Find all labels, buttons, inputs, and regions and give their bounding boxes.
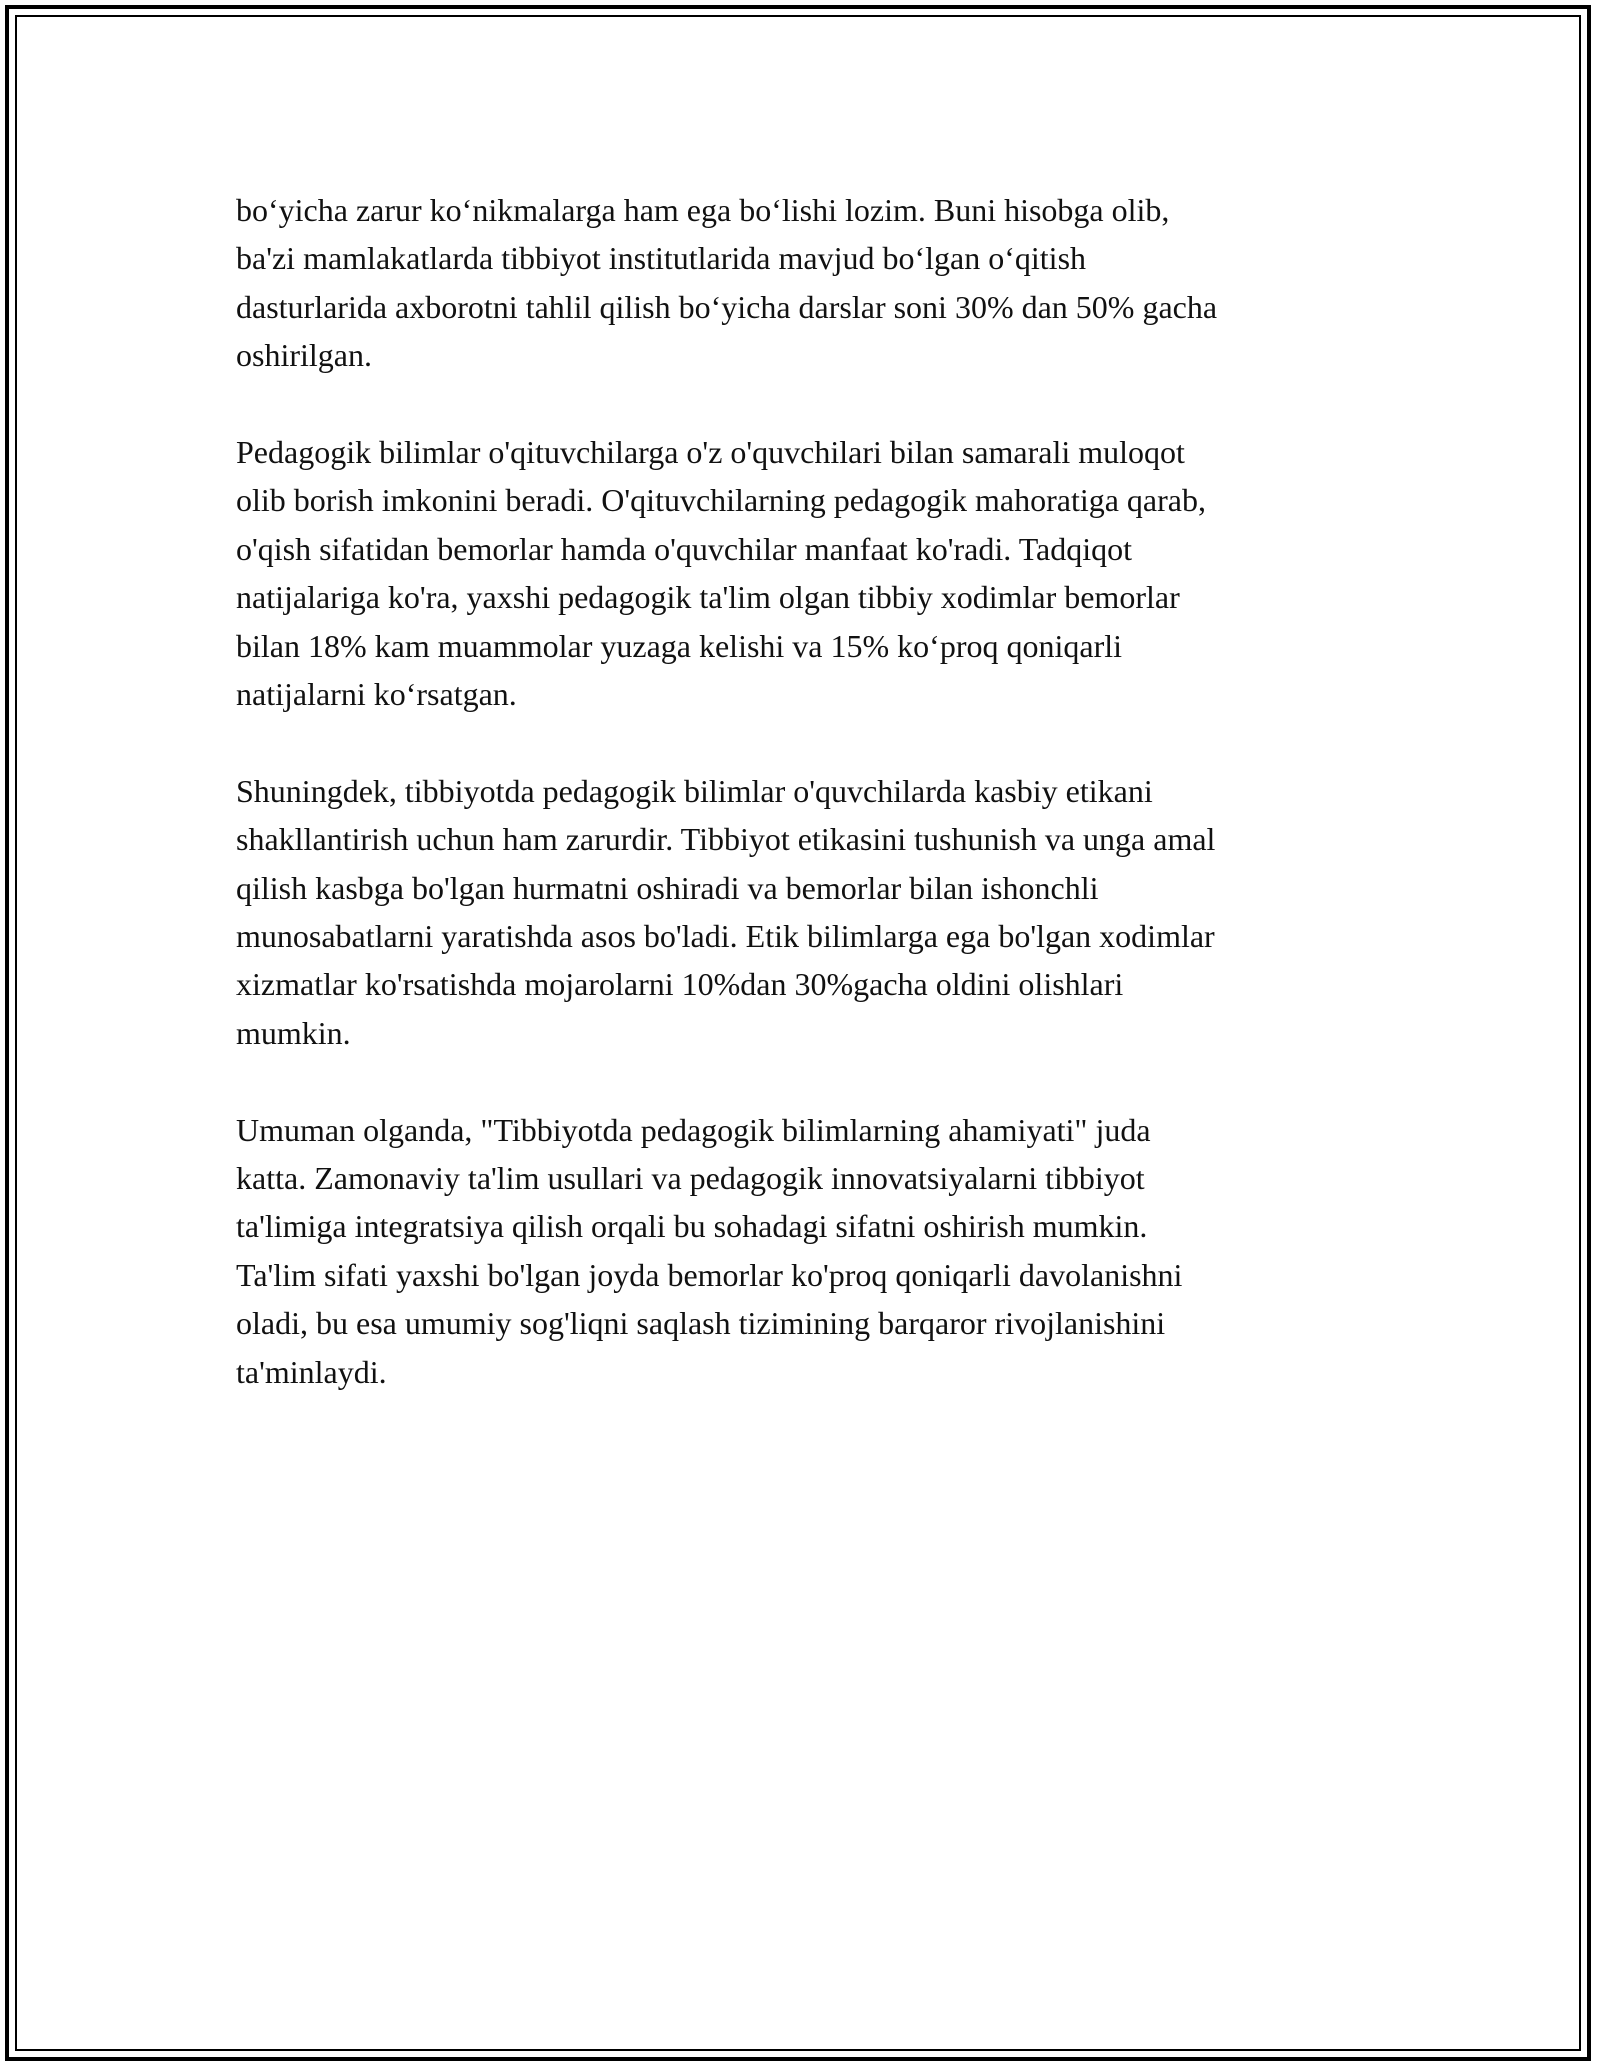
text-line: Pedagogik bilimlar o'qituvchilarga o'z o'quvchilari bilan samarali muloqot (236, 434, 1185, 471)
text-line: katta. Zamonaviy ta'lim usullari va pedagogik innovatsiyalarni tibbiyot (236, 1160, 1145, 1197)
text-line: Shuningdek, tibbiyotda pedagogik bilimlar o'quvchilarda kasbiy etikani (236, 772, 1153, 809)
document-body (236, 186, 1396, 1445)
text-line: mumkin. (236, 1014, 351, 1051)
text-line: Umuman olganda, "Tibbiyotda pedagogik bilimlarning ahamiyati" juda (236, 1111, 1151, 1148)
text-line: oladi, bu esa umumiy sog'liqni saqlash tizimining barqaror rivojlanishini (236, 1305, 1166, 1342)
text-line: natijalariga ko'ra, yaxshi pedagogik ta'lim olgan tibbiy xodimlar bemorlar (236, 579, 1180, 616)
text-line: munosabatlarni yaratishda asos bo'ladi. Etik bilimlarga ega bo'lgan xodimlar (236, 918, 1215, 955)
text-line: qilish kasbga bo'lgan hurmatni oshiradi va bemorlar bilan ishonchli (236, 869, 1099, 906)
paragraph-2 (236, 428, 1396, 718)
paragraph-3 (236, 767, 1396, 1057)
text-line: xizmatlar ko'rsatishda mojarolarni 10%dan 30%gacha oldini olishlari (236, 966, 1124, 1003)
text-line: natijalarni ko‘rsatgan. (236, 676, 517, 713)
paragraph-4 (236, 1106, 1396, 1396)
text-line: shakllantirish uchun ham zarurdir. Tibbiyot etikasini tushunish va unga amal (236, 821, 1216, 858)
text-line: bo‘yicha zarur ko‘nikmalarga ham ega bo‘lishi lozim. Buni hisobga olib, (236, 192, 1170, 228)
text-line: oshirilgan. (236, 337, 372, 374)
text-line: ta'limiga integratsiya qilish orqali bu sohadagi sifatni oshirish mumkin. (236, 1208, 1148, 1245)
text-line: ta'minlaydi. (236, 1353, 387, 1390)
text-line: o'qish sifatidan bemorlar hamda o'quvchilar manfaat ko'radi. Tadqiqot (236, 530, 1132, 567)
paragraph-1 (236, 186, 1396, 380)
text-line: Ta'lim sifati yaxshi bo'lgan joyda bemorlar ko'proq qoniqarli davolanishni (236, 1256, 1183, 1293)
text-line: bilan 18% kam muammolar yuzaga kelishi va 15% ko‘proq qoniqarli (236, 627, 1122, 664)
text-line: olib borish imkonini beradi. O'qituvchilarning pedagogik mahoratiga qarab, (236, 482, 1206, 519)
text-line: ba'zi mamlakatlarda tibbiyot institutlarida mavjud bo‘lgan o‘qitish (236, 240, 1087, 277)
text-line: dasturlarida axborotni tahlil qilish bo‘yicha darslar soni 30% dan 50% gacha (236, 288, 1218, 325)
